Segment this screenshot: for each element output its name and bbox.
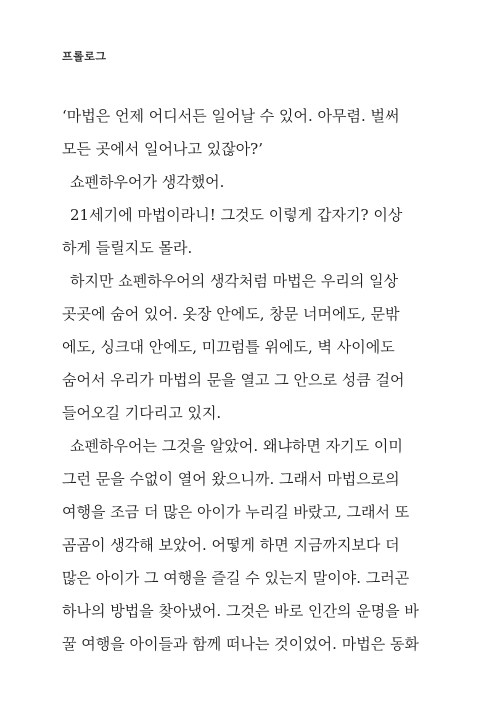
- chapter-title: 프롤로그: [62, 50, 107, 63]
- text-line: 곳곳에 숨어 있어. 옷장 안에도, 창문 너머에도, 문밖: [62, 305, 400, 323]
- paragraph-2: [62, 166, 438, 199]
- text-line: 쇼펜하우어가 생각했어.: [70, 173, 225, 191]
- text-line: 21세기에 마법이라니! 그것도 이렇게 갑자기? 이상: [70, 206, 403, 224]
- text-line: 그런 문을 수없이 열어 왔으니까. 그래서 마법으로의: [62, 470, 400, 488]
- text-line: 들어오길 기다리고 있지.: [62, 404, 222, 422]
- text-line: 모든 곳에서 일어나고 있잖아?’: [62, 140, 263, 158]
- paragraph-1: [62, 100, 438, 166]
- text-line: 하게 들릴지도 몰라.: [62, 239, 193, 257]
- text-line: 숨어서 우리가 마법의 문을 열고 그 안으로 성큼 걸어: [62, 371, 405, 389]
- text-line: ‘마법은 언제 어디서든 일어날 수 있어. 아무렴. 벌써: [62, 107, 400, 125]
- paragraph-4: [62, 265, 438, 430]
- text-line: 하나의 방법을 찾아냈어. 그것은 바로 인간의 운명을 바: [62, 602, 419, 620]
- text-line: 하지만 쇼펜하우어의 생각처럼 마법은 우리의 일상: [70, 272, 399, 290]
- text-line: 에도, 싱크대 안에도, 미끄럼틀 위에도, 벽 사이에도: [62, 338, 395, 356]
- text-line: 여행을 조금 더 많은 아이가 누리길 바랐고, 그래서 또: [62, 503, 410, 521]
- text-line: 쇼펜하우어는 그것을 알았어. 왜냐하면 자기도 이미: [70, 437, 403, 455]
- paragraph-3: [62, 199, 438, 265]
- text-line: 곰곰이 생각해 보았어. 어떻게 하면 지금까지보다 더: [62, 536, 400, 554]
- text-line: 많은 아이가 그 여행을 즐길 수 있는지 말이야. 그러곤: [62, 569, 410, 587]
- body-text: [62, 100, 438, 661]
- text-line: 꿀 여행을 아이들과 함께 떠나는 것이었어. 마법은 동화: [62, 635, 419, 653]
- paragraph-5: [62, 430, 438, 661]
